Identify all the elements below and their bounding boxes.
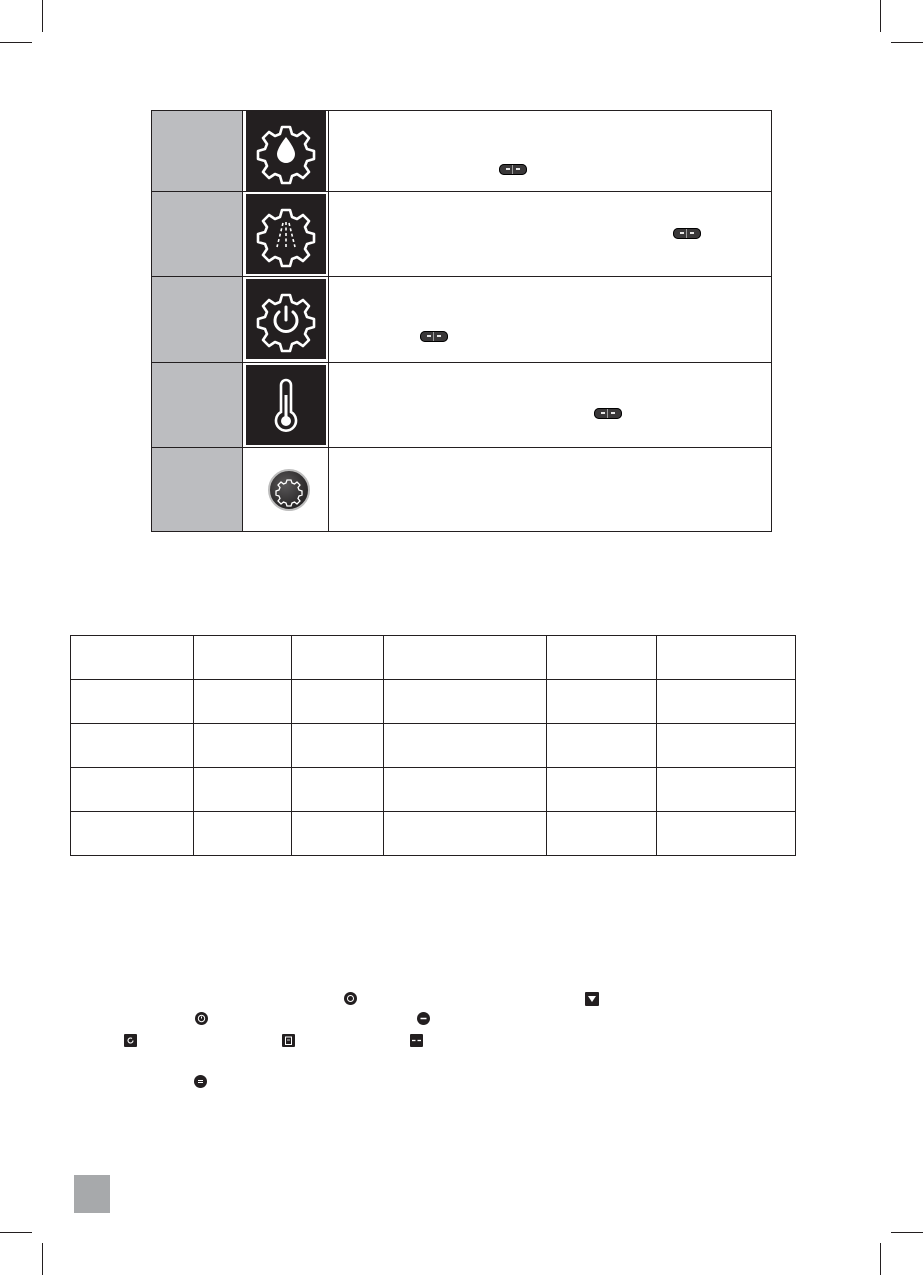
settings-row-description bbox=[329, 276, 771, 362]
table-cell bbox=[292, 724, 384, 768]
table-cell bbox=[547, 812, 657, 856]
table-cell bbox=[547, 724, 657, 768]
crop-mark bbox=[0, 42, 32, 43]
settings-row-water-hardness bbox=[152, 111, 771, 192]
table-cell bbox=[71, 812, 194, 856]
crop-mark bbox=[880, 0, 881, 32]
crop-mark bbox=[42, 1243, 43, 1275]
table-cell bbox=[71, 636, 194, 680]
crop-mark bbox=[891, 42, 923, 43]
table-cell bbox=[384, 724, 547, 768]
settings-row-description bbox=[329, 191, 771, 276]
minus-plus-button[interactable] bbox=[673, 228, 701, 239]
table-cell bbox=[71, 768, 194, 812]
table-cell bbox=[657, 812, 796, 856]
settings-row-description bbox=[329, 362, 771, 447]
table-cell bbox=[547, 768, 657, 812]
table-row bbox=[71, 636, 796, 680]
crop-mark bbox=[0, 1232, 32, 1233]
table-cell bbox=[292, 636, 384, 680]
minus-plus-button[interactable] bbox=[499, 164, 527, 175]
gear-spray-icon bbox=[246, 194, 326, 274]
table-cell bbox=[384, 812, 547, 856]
timer-round-icon bbox=[195, 1012, 208, 1025]
settings-panel bbox=[151, 110, 772, 532]
page-marker bbox=[74, 1175, 110, 1213]
table-cell bbox=[292, 680, 384, 724]
table-cell bbox=[384, 680, 547, 724]
table-cell bbox=[657, 768, 796, 812]
data-table bbox=[70, 635, 796, 856]
minus-plus-button[interactable] bbox=[420, 331, 448, 342]
minus-plus-button[interactable] bbox=[594, 408, 622, 419]
dash-dash-icon bbox=[410, 1034, 423, 1047]
crop-mark bbox=[42, 0, 43, 32]
table-cell bbox=[71, 680, 194, 724]
water-tank-icon bbox=[282, 1034, 295, 1047]
table-cell bbox=[194, 680, 292, 724]
settings-row-temperature bbox=[152, 362, 771, 448]
settings-button-icon bbox=[268, 469, 310, 511]
settings-row-description bbox=[329, 111, 771, 191]
thermometer-icon bbox=[246, 365, 326, 445]
settings-row-description bbox=[329, 447, 771, 531]
settings-row-settings-button bbox=[152, 447, 771, 531]
refresh-round-icon bbox=[124, 1034, 137, 1047]
table-cell bbox=[194, 812, 292, 856]
minus-round-icon bbox=[417, 1012, 430, 1025]
table-cell bbox=[384, 636, 547, 680]
table-row bbox=[71, 768, 796, 812]
settings-row-rinse-aid bbox=[152, 191, 771, 277]
crop-mark bbox=[891, 1232, 923, 1233]
table-row bbox=[71, 724, 796, 768]
settings-button[interactable] bbox=[246, 447, 326, 531]
table-cell bbox=[194, 724, 292, 768]
gear-water-drop-icon bbox=[246, 111, 326, 191]
table-cell bbox=[547, 636, 657, 680]
settings-row-auto-power-off bbox=[152, 276, 771, 363]
crop-mark bbox=[880, 1243, 881, 1275]
table-cell bbox=[384, 768, 547, 812]
table-cell bbox=[547, 680, 657, 724]
table-cell bbox=[657, 724, 796, 768]
table-cell bbox=[71, 724, 194, 768]
table-cell bbox=[292, 768, 384, 812]
table-row bbox=[71, 812, 796, 856]
table-cell bbox=[194, 768, 292, 812]
table-cell bbox=[194, 636, 292, 680]
table-cell bbox=[292, 812, 384, 856]
table-cell bbox=[657, 680, 796, 724]
steam-round-icon bbox=[194, 1075, 207, 1088]
table-row bbox=[71, 680, 796, 724]
gear-power-icon bbox=[246, 279, 326, 359]
down-triangle-icon bbox=[585, 992, 599, 1006]
table-cell bbox=[657, 636, 796, 680]
settings-round-icon bbox=[344, 992, 357, 1005]
